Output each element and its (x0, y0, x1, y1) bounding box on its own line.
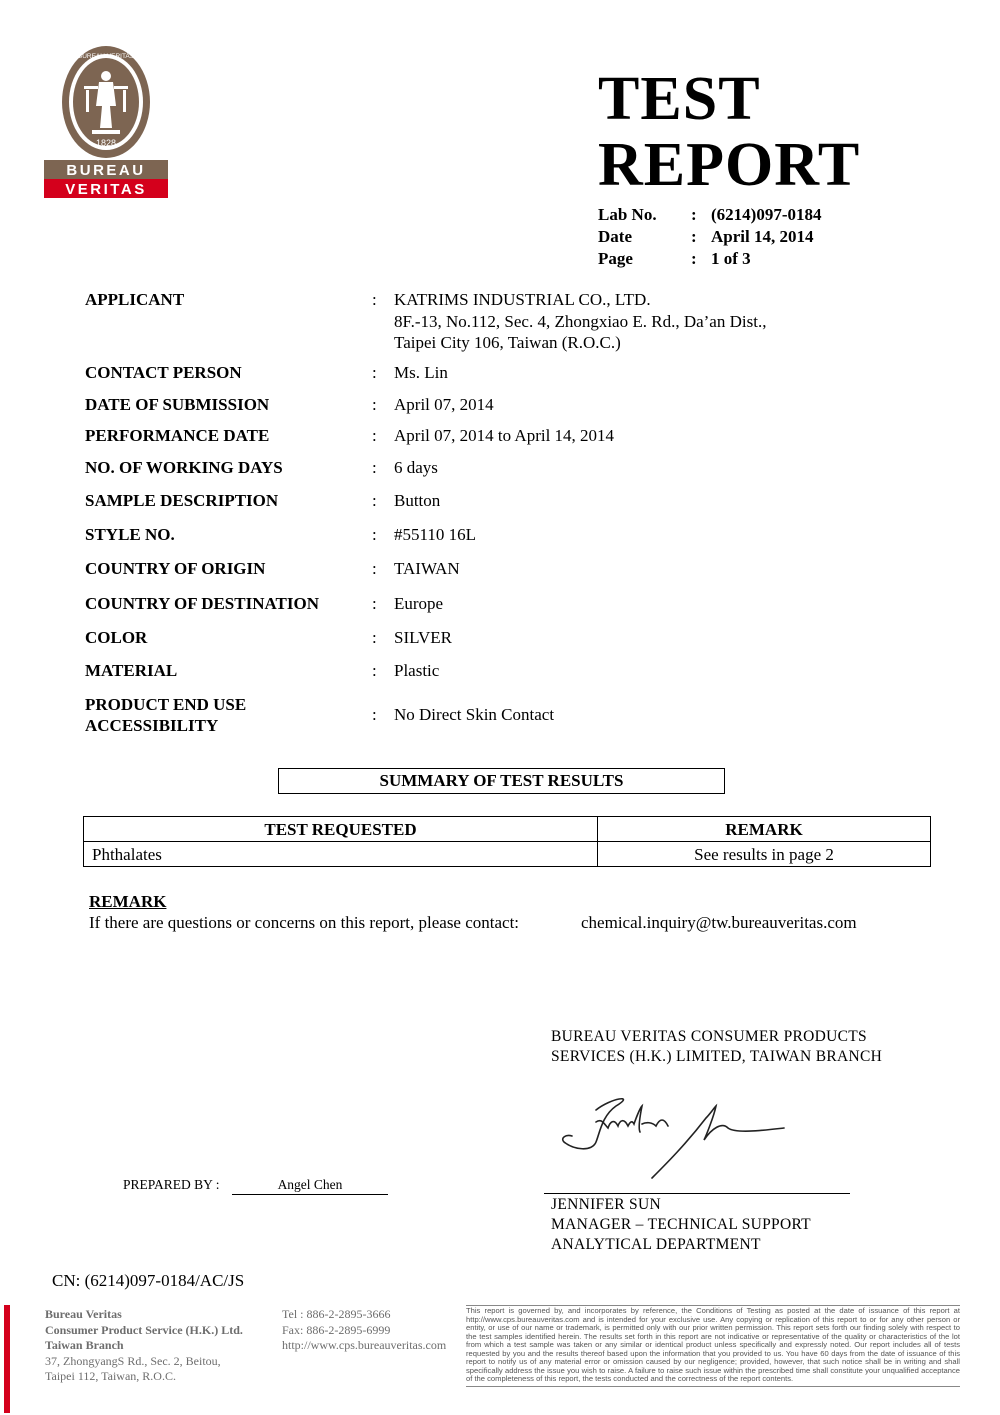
table-row (84, 842, 931, 867)
footer-company-line: Bureau Veritas (45, 1307, 122, 1321)
remark-heading: REMARK (89, 892, 167, 911)
field-value-line-3: Taipei City 106, Taiwan (R.O.C.) (394, 333, 621, 352)
footer-disclaimer: This report is governed by, and incorporates by reference, the Conditions of Testing as posted at the date of issuance of this report at http://www.cps.bureauveritas.com and is intended for your exclusive use. Any copying or replication of this report to or for any other person or entity, or use of our name or trademark, is permitted only with our prior written permission. This report sets forth our finding solely with respect to the test samples identified herein. The results set forth in this report are not indicative or representative of the quality or characteristics of the lot from which a test sample was taken or any similar or identical product unless specifically and expressly noted. Our report includes all of tests requested by you and the results thereof based upon the information that you provided to us. You have 60 days from the date of issuance of this report to notify us of any material error or omission caused by our negligence; provided, however, that such notice shall be in writing and shall specifically address the issue you wish to raise. A failure to raise such issue within the prescribed time shall constitute your unqualified acceptance of the completeness of this report, the tests conducted and the correctness of the report contents. (466, 1305, 960, 1387)
cell-test: Phthalates (84, 842, 598, 867)
document-title (598, 66, 860, 198)
field-label: DATE OF SUBMISSION (85, 395, 270, 414)
field-label: CONTACT PERSON (85, 363, 242, 382)
field-value: KATRIMS INDUSTRIAL CO., LTD. (394, 290, 651, 309)
field-value-line-2: 8F.-13, No.112, Sec. 4, Zhongxiao E. Rd., Da’an Dist., (394, 312, 767, 331)
contact-email[interactable]: chemical.inquiry@tw.bureauveritas.com (581, 913, 857, 932)
meta-colon: : (691, 205, 697, 224)
field-colon: : (372, 628, 377, 647)
field-value: No Direct Skin Contact (394, 705, 555, 724)
header-test-requested: TEST REQUESTED (84, 817, 598, 842)
cell-remark: See results in page 2 (598, 842, 931, 867)
field-label: COUNTRY OF ORIGIN (85, 559, 266, 578)
logo-band-top-text: BUREAU (66, 162, 146, 179)
meta-colon: : (691, 227, 697, 246)
footer-tel: Tel : 886-2-2895-3666 (282, 1307, 391, 1321)
footer-company-line: Taipei 112, Taiwan, R.O.C. (45, 1369, 176, 1383)
field-colon: : (372, 363, 377, 382)
meta-colon: : (691, 249, 697, 268)
field-label: MATERIAL (85, 661, 178, 680)
title-line-1: TEST (598, 65, 761, 133)
footer-company-line: Consumer Product Service (H.K.) Ltd. (45, 1322, 243, 1337)
logo-band-bottom-text: VERITAS (65, 181, 147, 198)
prepared-by-name: Angel Chen (232, 1177, 388, 1195)
field-colon: : (372, 559, 377, 578)
footer-fax: Fax: 886-2-2895-6999 (282, 1322, 391, 1337)
field-colon: : (372, 491, 377, 510)
cn-reference: CN: (6214)097-0184/AC/JS (52, 1271, 245, 1290)
field-label: NO. OF WORKING DAYS (85, 458, 283, 477)
field-label: COUNTRY OF DESTINATION (85, 594, 319, 613)
issuing-company (551, 1027, 882, 1067)
field-value: Europe (394, 594, 444, 613)
meta-value: April 14, 2014 (711, 227, 814, 246)
meta-label: Lab No. (598, 205, 657, 224)
footer-company-line: 37, ZhongyangS Rd., Sec. 2, Beitou, (45, 1353, 221, 1368)
meta-label: Date (598, 227, 632, 246)
logo-seal-text: BUREAU VERITAS (77, 53, 135, 60)
table-header-row (84, 817, 931, 842)
prepared-by-label: PREPARED BY : (123, 1177, 220, 1192)
field-value: 6 days (394, 458, 438, 477)
field-value: Plastic (394, 661, 440, 680)
signer-department: ANALYTICAL DEPARTMENT (551, 1236, 761, 1253)
results-table (83, 816, 931, 867)
field-label: SAMPLE DESCRIPTION (85, 491, 279, 510)
footer-contact (282, 1307, 446, 1354)
signer-name: JENNIFER SUN (551, 1196, 661, 1213)
field-colon: : (372, 525, 377, 544)
field-value: TAIWAN (394, 559, 460, 578)
meta-value: (6214)097-0184 (711, 205, 822, 224)
meta-label: Page (598, 249, 633, 268)
field-colon: : (372, 661, 377, 680)
meta-value: 1 of 3 (711, 249, 751, 268)
signer-title: MANAGER – TECHNICAL SUPPORT (551, 1216, 811, 1233)
field-colon: : (372, 426, 377, 445)
field-colon: : (372, 594, 377, 613)
footer-accent-bar (4, 1305, 10, 1413)
remark-text: If there are questions or concerns on this report, please contact: (89, 913, 520, 932)
handwritten-signature (556, 1088, 796, 1188)
field-label: PRODUCT END USE (85, 695, 247, 714)
bureau-veritas-logo (44, 44, 168, 198)
header-remark: REMARK (598, 817, 931, 842)
footer-website[interactable]: http://www.cps.bureauveritas.com (282, 1338, 447, 1352)
signer-block (551, 1195, 811, 1255)
logo-year: 1828 (95, 138, 117, 148)
field-colon: : (372, 705, 377, 724)
company-line-1: BUREAU VERITAS CONSUMER PRODUCTS (551, 1028, 867, 1045)
footer-company-address (45, 1307, 243, 1385)
company-line-2: SERVICES (H.K.) LIMITED, TAIWAN BRANCH (551, 1048, 883, 1065)
field-colon: : (372, 395, 377, 414)
field-value: April 07, 2014 to April 14, 2014 (394, 426, 615, 445)
signature-line (544, 1193, 850, 1194)
footer-company-line: Taiwan Branch (45, 1338, 124, 1352)
field-value: April 07, 2014 (394, 395, 494, 414)
title-line-2: REPORT (598, 131, 861, 199)
field-colon: : (372, 290, 377, 309)
field-label-line-2: ACCESSIBILITY (85, 716, 219, 735)
summary-title: SUMMARY OF TEST RESULTS (278, 768, 725, 794)
field-label: APPLICANT (85, 290, 185, 309)
field-colon: : (372, 458, 377, 477)
field-value: Ms. Lin (394, 363, 448, 382)
field-value: #55110 16L (394, 525, 477, 544)
field-value: SILVER (394, 628, 452, 647)
field-label: STYLE NO. (85, 525, 175, 544)
field-label: COLOR (85, 628, 148, 647)
field-value: Button (394, 491, 441, 510)
field-label: PERFORMANCE DATE (85, 426, 270, 445)
